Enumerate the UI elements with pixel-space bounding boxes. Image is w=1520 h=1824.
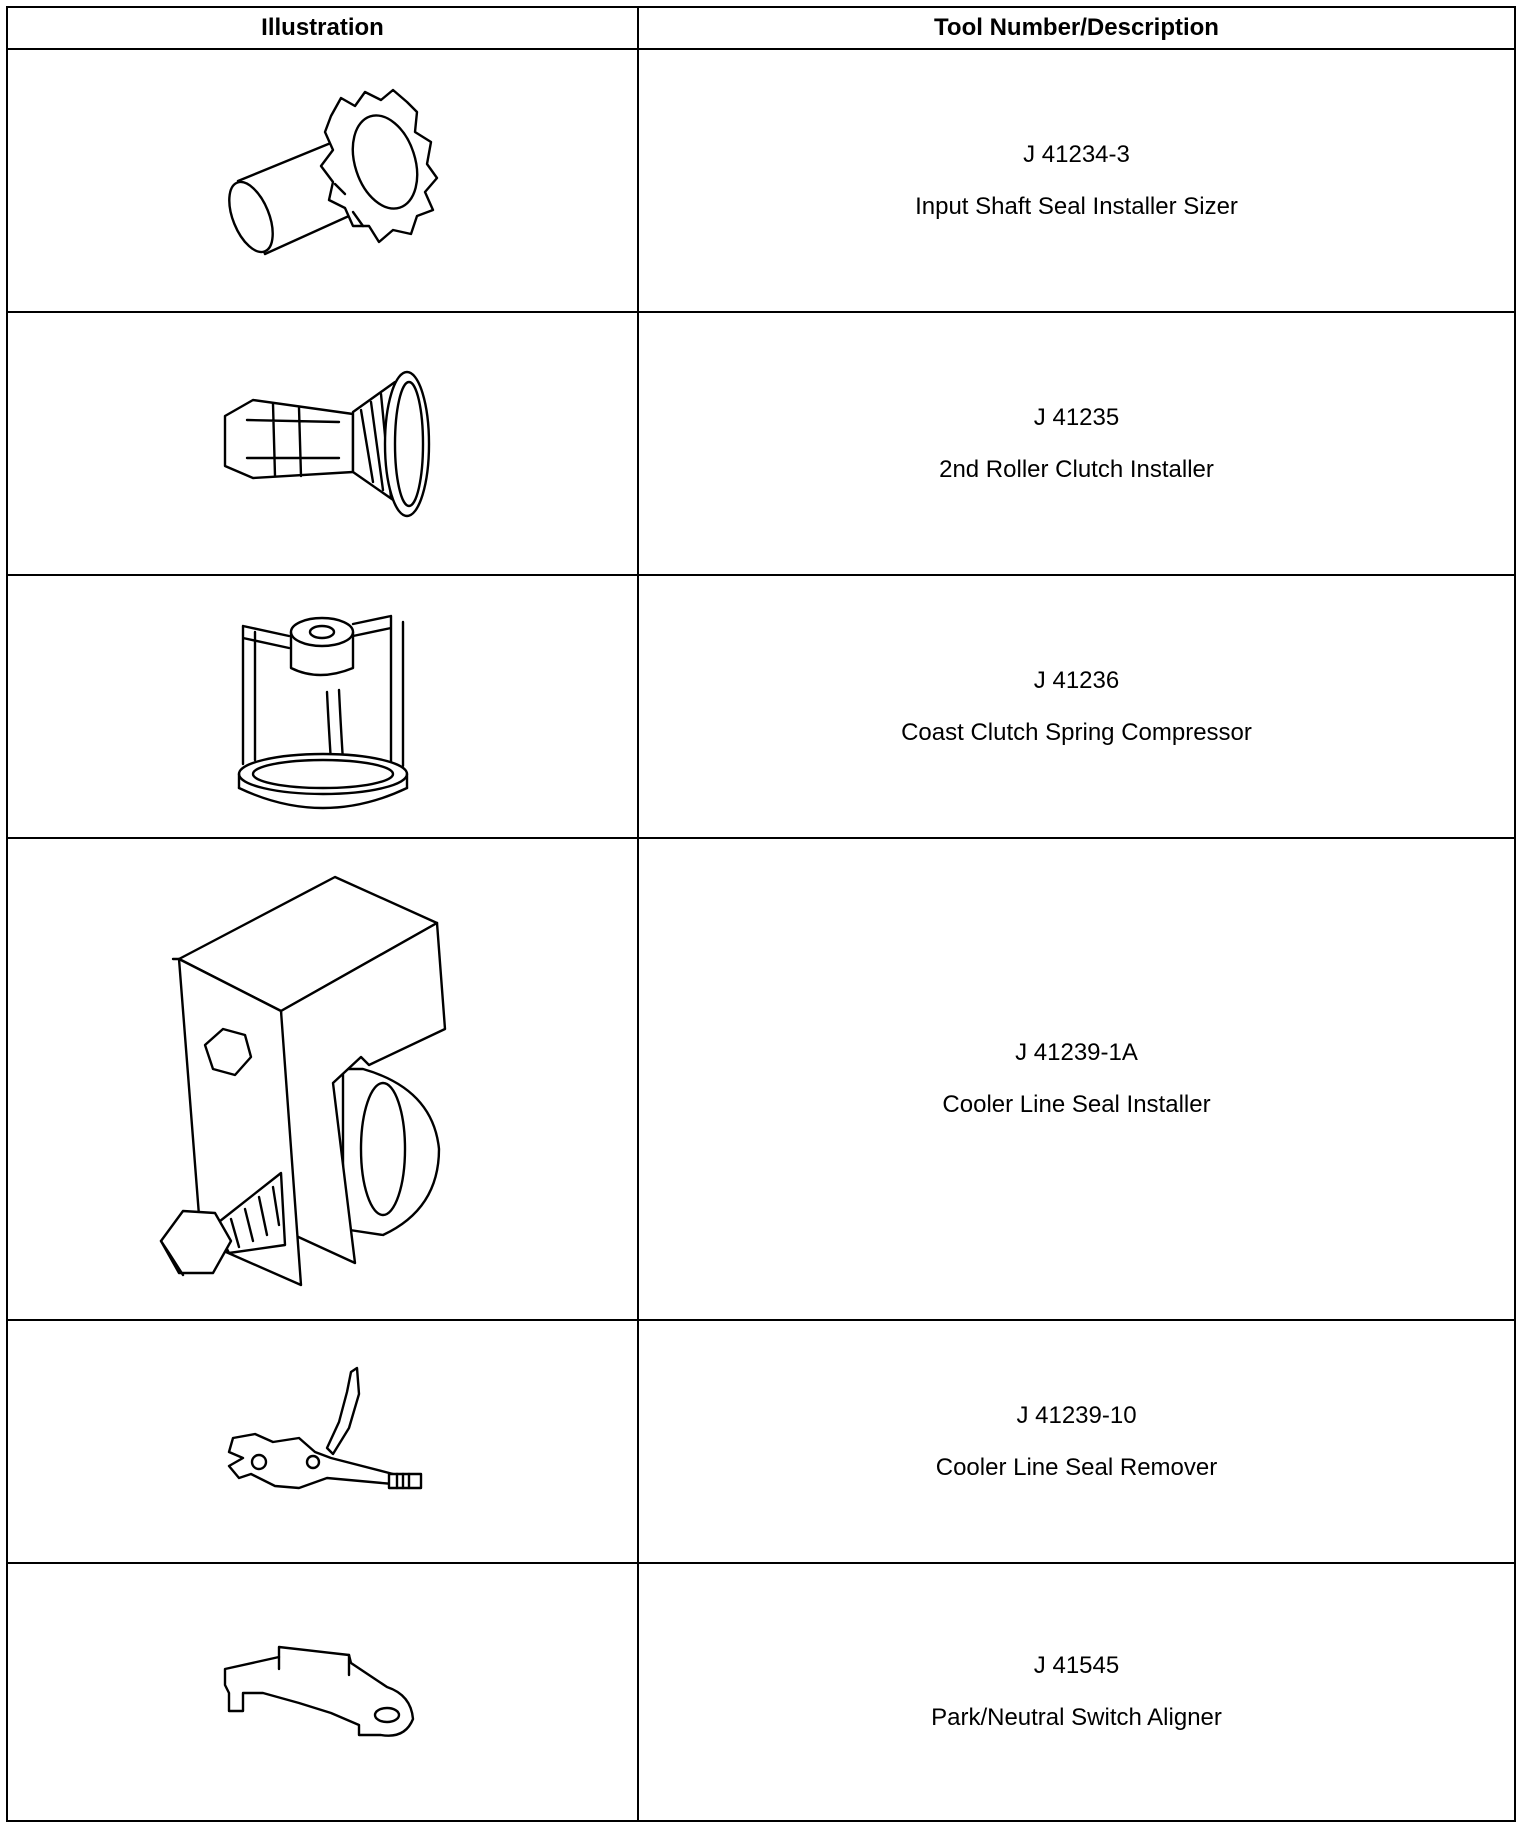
spring-compressor-icon: [223, 602, 423, 812]
tool-description-cell: [638, 49, 1515, 312]
table-row: [7, 838, 1515, 1320]
tool-description: Cooler Line Seal Remover: [935, 1453, 1218, 1481]
illustration-cell: [7, 575, 638, 838]
table-row: [7, 575, 1515, 838]
table-row: [7, 1563, 1515, 1821]
seal-installer-sizer-icon: [203, 76, 443, 286]
tool-description-cell: [638, 575, 1515, 838]
tool-description-cell: [638, 1563, 1515, 1821]
illustration-cell: [7, 1320, 638, 1563]
switch-aligner-icon: [203, 1627, 443, 1757]
tool-description-cell: [638, 312, 1515, 575]
tool-number: J 41235: [1033, 403, 1120, 431]
tool-description-cell: [638, 1320, 1515, 1563]
cooler-line-seal-installer-icon: [143, 849, 503, 1309]
special-tools-table: [6, 6, 1516, 1822]
table-row: [7, 1320, 1515, 1563]
illustration-cell: [7, 312, 638, 575]
tool-number: J 41234-3: [1023, 140, 1130, 168]
table-row: [7, 312, 1515, 575]
tool-number: J 41239-10: [1016, 1401, 1137, 1429]
roller-clutch-installer-icon: [203, 354, 443, 534]
tool-description: Input Shaft Seal Installer Sizer: [915, 192, 1238, 220]
illustration-cell: [7, 838, 638, 1320]
tool-description: Coast Clutch Spring Compressor: [901, 718, 1252, 746]
illustration-header: Illustration: [7, 7, 638, 49]
tool-number: J 41239-1A: [1015, 1039, 1138, 1066]
illustration-cell: [7, 1563, 638, 1821]
tool-header: Tool Number/Description: [638, 7, 1515, 49]
locking-pliers-icon: [203, 1362, 443, 1522]
tool-description-cell: [638, 838, 1515, 1320]
table-row: [7, 49, 1515, 312]
illustration-cell: [7, 49, 638, 312]
tool-number: J 41236: [1033, 666, 1120, 694]
tool-description: Park/Neutral Switch Aligner: [931, 1704, 1222, 1731]
tool-description: 2nd Roller Clutch Installer: [939, 455, 1214, 483]
tool-number: J 41545: [1033, 1652, 1120, 1679]
tool-description: Cooler Line Seal Installer: [942, 1091, 1211, 1118]
